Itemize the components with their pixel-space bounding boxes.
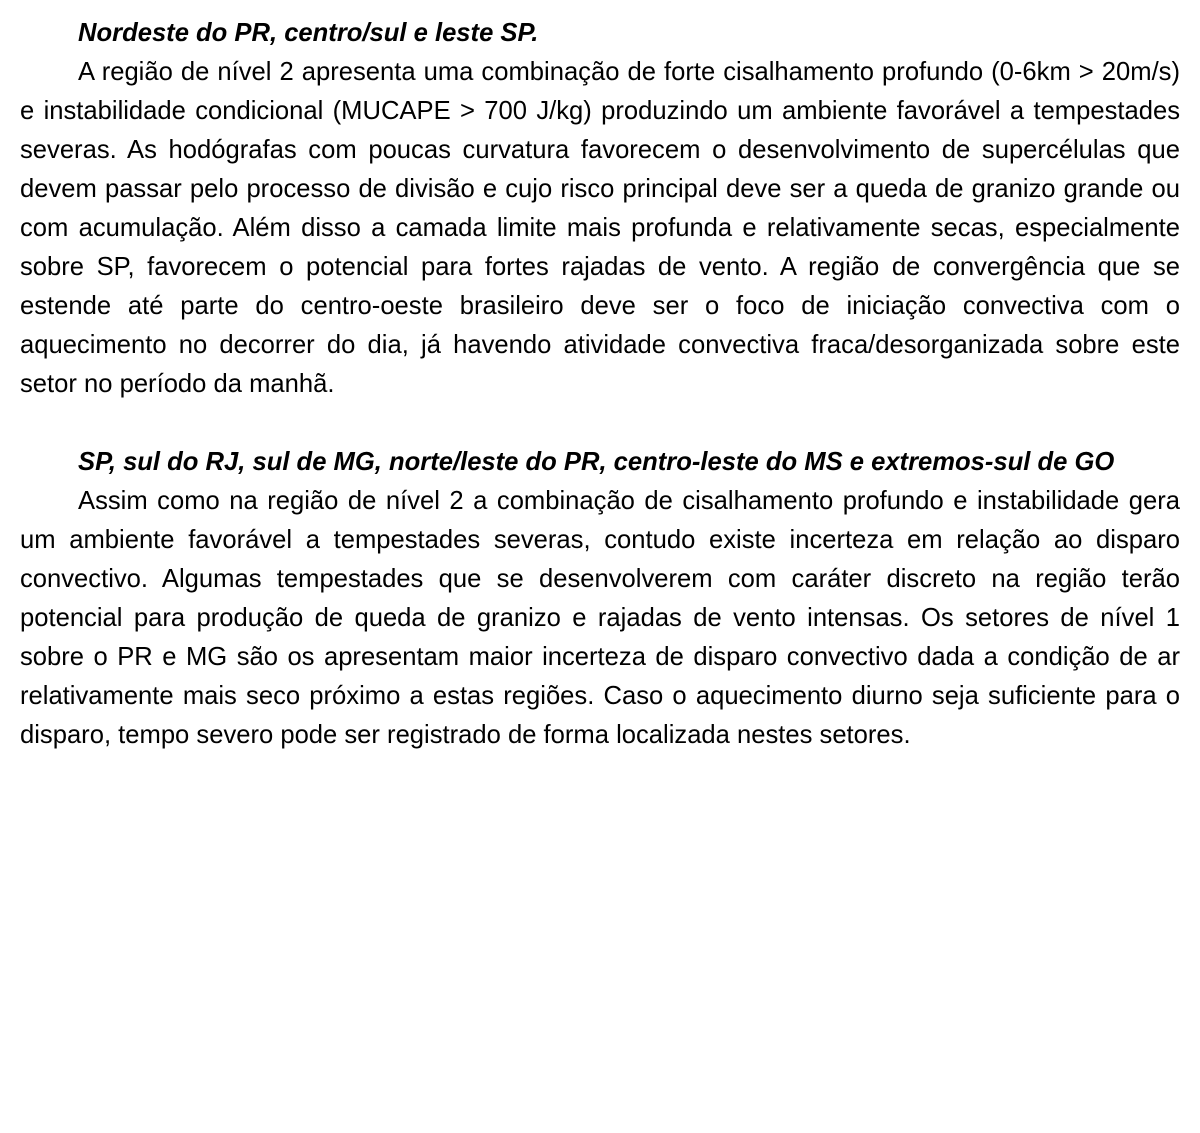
section-nordeste-pr [20,14,1180,404]
section-body: A região de nível 2 apresenta uma combinação de forte cisalhamento profundo (0-6km > 20m/s) e instabilidade condicional (MUCAPE > 700 J/kg) produzindo um ambiente favorável a tempestades severas. As hodógrafas com poucas curvatura favorecem o desenvolvimento de supercélulas que devem passar pelo processo de divisão e cujo risco principal deve ser a queda de granizo grande ou com acumulação. Além disso a camada limite mais profunda e relativamente secas, especialmente sobre SP, favorecem o potencial para fortes rajadas de vento. A região de convergência que se estende até parte do centro-oeste brasileiro deve ser o foco de iniciação convectiva com o aquecimento no decorrer do dia, já havendo atividade convectiva fraca/desorganizada sobre este setor no período da manhã. [20,58,1180,398]
document-page [20,14,1180,755]
section-body: Assim como na região de nível 2 a combinação de cisalhamento profundo e instabilidade gera um ambiente favorável a tempestades severas, contudo existe incerteza em relação ao disparo convectivo. Algumas tempestades que se desenvolverem com caráter discreto na região terão potencial para produção de queda de granizo e rajadas de vento intensas. Os setores de nível 1 sobre o PR e MG são os apresentam maior incerteza de disparo convectivo dada a condição de ar relativamente mais seco próximo a estas regiões. Caso o aquecimento diurno seja suficiente para o disparo, tempo severo pode ser registrado de forma localizada nestes setores. [20,487,1180,749]
section-sp-rj-mg [20,443,1180,755]
section-heading: Nordeste do PR, centro/sul e leste SP. [78,19,539,47]
section-heading: SP, sul do RJ, sul de MG, norte/leste do PR, centro-leste do MS e extremos-sul de GO [78,448,1115,476]
